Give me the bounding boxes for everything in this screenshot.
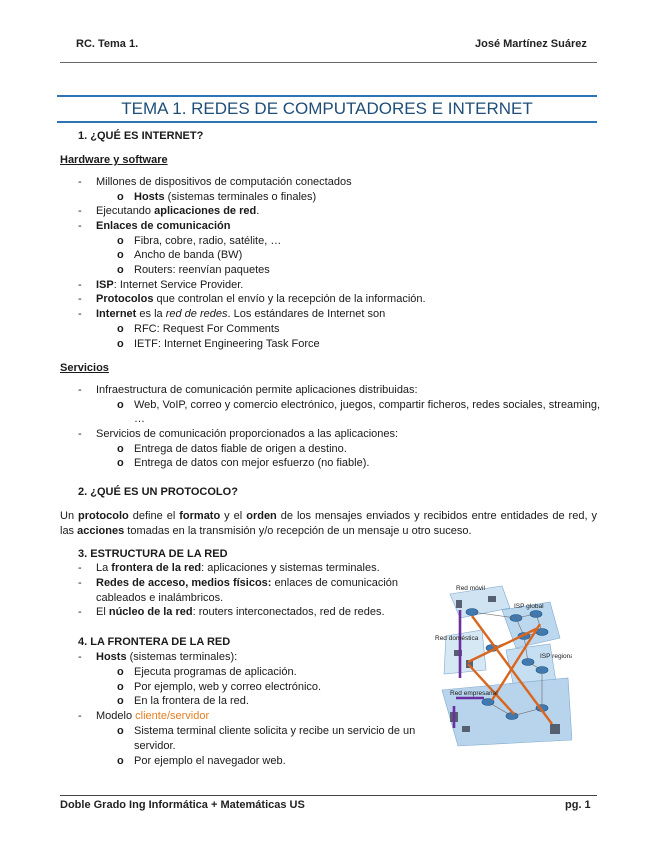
list-item: Fibra, cobre, radio, satélite, … [134, 235, 282, 247]
dash-bullet: - [78, 205, 82, 217]
server-icon [550, 724, 560, 734]
dash-bullet: - [78, 293, 82, 305]
list-item: Entrega de datos con mejor esfuerzo (no fiable). [134, 457, 370, 469]
section3-heading: 3. ESTRUCTURA DE LA RED [78, 548, 228, 560]
header-right: José Martínez Suárez [475, 38, 587, 50]
dash-bullet: - [78, 562, 82, 574]
network-diagram [432, 578, 572, 748]
o-bullet: o [117, 725, 124, 737]
list-item: Modelo cliente/servidor [96, 710, 210, 722]
o-bullet: o [117, 755, 124, 767]
o-bullet: o [117, 323, 124, 335]
list-item-continuation: … [134, 413, 145, 425]
page-title: TEMA 1. REDES DE COMPUTADORES E INTERNET [57, 95, 597, 123]
section1-heading: 1. ¿QUÉ ES INTERNET? [78, 130, 204, 142]
o-bullet: o [117, 666, 124, 678]
hardware-subtitle: Hardware y software [60, 154, 168, 166]
list-item: Hosts (sistemas terminales): [96, 651, 238, 663]
o-bullet: o [117, 338, 124, 350]
list-item: Millones de dispositivos de computación conectados [96, 176, 352, 188]
o-bullet: o [117, 681, 124, 693]
footer-page-number: pg. 1 [565, 799, 591, 811]
list-item: Redes de acceso, medios físicos: enlaces de comunicación [96, 577, 399, 589]
list-item: RFC: Request For Comments [134, 323, 280, 335]
section2-heading: 2. ¿QUÉ ES UN PROTOCOLO? [78, 486, 238, 498]
dash-bullet: - [78, 308, 82, 320]
o-bullet: o [117, 457, 124, 469]
dash-bullet: - [78, 651, 82, 663]
o-bullet: o [117, 249, 124, 261]
list-item: Entrega de datos fiable de origen a destino. [134, 443, 347, 455]
figure-label-red-empresarial: Red empresarial [450, 690, 498, 697]
enterprise-net-region [442, 678, 572, 746]
list-item: El núcleo de la red: routers interconectados, red de redes. [96, 606, 385, 618]
list-item-continuation: servidor. [134, 740, 176, 752]
dash-bullet: - [78, 384, 82, 396]
list-item-continuation: cableados e inalámbricos. [96, 592, 224, 604]
list-item: IETF: Internet Engineering Task Force [134, 338, 320, 350]
list-item: En la frontera de la red. [134, 695, 249, 707]
dash-bullet: - [78, 577, 82, 589]
figure-label-red-movil: Red móvil [456, 585, 485, 592]
phone-icon [456, 600, 462, 608]
list-item: Ejecuta programas de aplicación. [134, 666, 297, 678]
dash-bullet: - [78, 428, 82, 440]
dash-bullet: - [78, 279, 82, 291]
list-item: Servicios de comunicación proporcionados a las aplicaciones: [96, 428, 399, 440]
list-item: Routers: reenvían paquetes [134, 264, 270, 276]
services-subtitle: Servicios [60, 362, 109, 374]
footer-left: Doble Grado Ing Informática + Matemáticas US [60, 799, 305, 811]
list-item: Infraestructura de comunicación permite aplicaciones distribuidas: [96, 384, 418, 396]
header-rule [60, 62, 597, 63]
o-bullet: o [117, 235, 124, 247]
client-server-term: cliente/servidor [135, 710, 210, 722]
header-left: RC. Tema 1. [76, 38, 139, 50]
list-item: Ejecutando aplicaciones de red. [96, 205, 260, 217]
figure-label-red-domestica: Red doméstica [435, 635, 479, 642]
network-diagram-svg [432, 578, 572, 748]
list-item: Por ejemplo el navegador web. [134, 755, 286, 767]
o-bullet: o [117, 399, 124, 411]
o-bullet: o [117, 191, 124, 203]
figure-label-isp-regional: ISP regional [540, 653, 572, 660]
list-item: Sistema terminal cliente solicita y recibe un servicio de un [134, 725, 416, 737]
dash-bullet: - [78, 176, 82, 188]
dash-bullet: - [78, 606, 82, 618]
list-item: Por ejemplo, web y correo electrónico. [134, 681, 322, 693]
list-item: La frontera de la red: aplicaciones y sistemas terminales. [96, 562, 380, 574]
o-bullet: o [117, 443, 124, 455]
list-item: Enlaces de comunicación [96, 220, 231, 232]
list-item: ISP: Internet Service Provider. [96, 279, 244, 291]
list-item: Hosts (sistemas terminales o finales) [134, 191, 317, 203]
list-item: Web, VoIP, correo y comercio electrónico, juegos, compartir ficheros, redes sociales, streaming, [134, 399, 601, 411]
list-item: Internet es la red de redes. Los estándares de Internet son [96, 308, 386, 320]
o-bullet: o [117, 695, 124, 707]
dash-bullet: - [78, 710, 82, 722]
figure-label-isp-global: ISP global [514, 603, 544, 610]
o-bullet: o [117, 264, 124, 276]
list-item: Protocolos que controlan el envío y la recepción de la información. [96, 293, 426, 305]
dash-bullet: - [78, 220, 82, 232]
section4-heading: 4. LA FRONTERA DE LA RED [78, 636, 231, 648]
list-item: Ancho de banda (BW) [134, 249, 243, 261]
laptop-icon [488, 596, 496, 602]
computer-icon [462, 726, 470, 732]
protocol-paragraph: Un protocolo define el formato y el orden de los mensajes enviados y recibidos entre entidades de red, y las acciones tomadas en la transmisión y/o recepción de un mensaje u otro suceso. [60, 510, 597, 537]
footer-rule [60, 795, 597, 796]
